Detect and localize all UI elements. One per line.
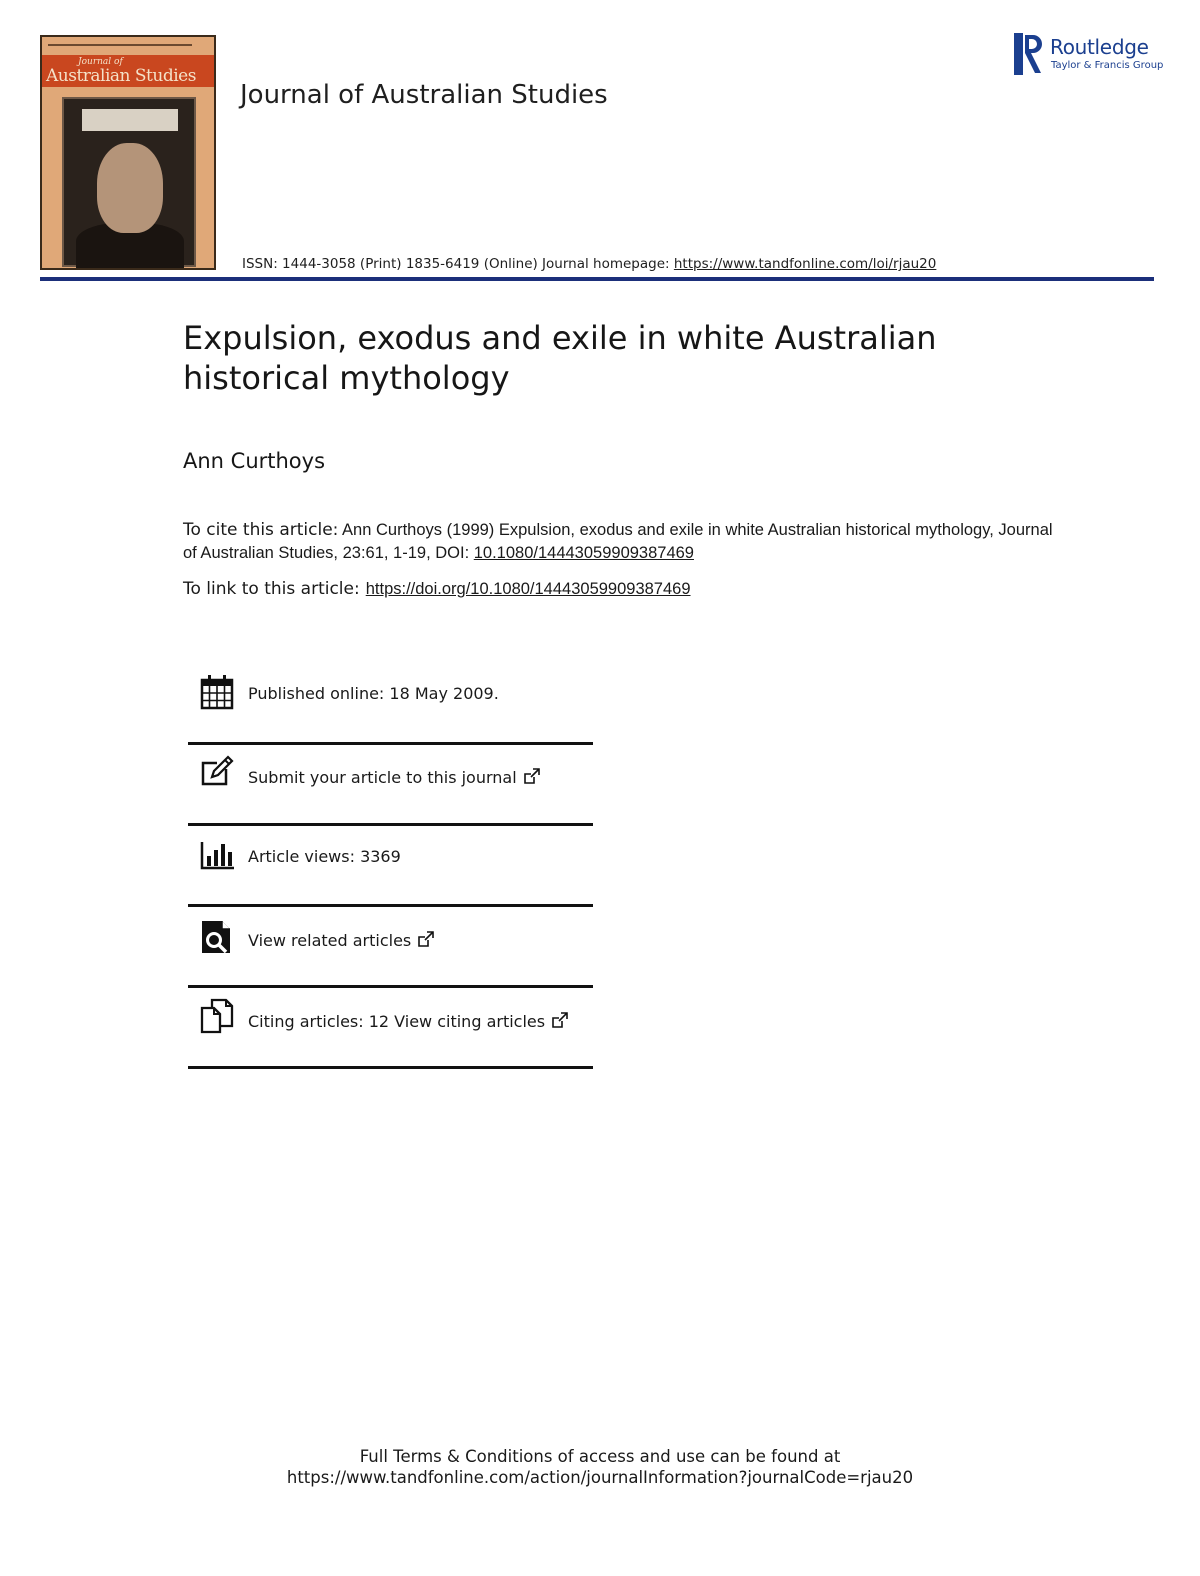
cover-header-lines <box>48 41 208 49</box>
publisher-group: Taylor & Francis Group <box>1051 60 1164 71</box>
info-item-views <box>188 826 593 907</box>
external-link-icon <box>417 931 434 948</box>
info-item-citing[interactable] <box>188 988 593 1069</box>
publisher-logo[interactable] <box>1014 33 1164 77</box>
info-item-published <box>188 665 593 745</box>
citing-articles-link[interactable] <box>248 1012 568 1031</box>
submit-article-link[interactable] <box>248 768 540 787</box>
info-item-submit[interactable] <box>188 745 593 826</box>
cover-title-band <box>42 55 214 87</box>
article-info-list <box>188 665 593 1069</box>
calendar-icon <box>200 674 234 710</box>
published-date: Published online: 18 May 2009. <box>248 684 499 703</box>
cover-photo-face <box>97 143 163 233</box>
article-views: Article views: 3369 <box>248 847 401 866</box>
copy-documents-icon <box>200 998 234 1034</box>
article-link-line <box>183 579 691 599</box>
journal-homepage-link[interactable]: https://www.tandfonline.com/loi/rjau20 <box>673 256 937 272</box>
cite-label: To cite this article: <box>183 520 339 540</box>
cover-photo <box>62 97 196 267</box>
terms-url[interactable]: https://www.tandfonline.com/action/journalInformation?journalCode=rjau20 <box>286 1468 914 1487</box>
bar-chart-icon <box>200 838 234 874</box>
document-search-icon <box>200 919 234 955</box>
journal-cover-image <box>40 35 216 270</box>
issn-line <box>242 256 936 272</box>
cite-text: Ann Curthoys (1999) Expulsion, exodus and exile in white Australian historical mythology, Journal of Australian Studies, 23:61, 1-19, DOI: <box>183 521 1053 562</box>
journal-title: Journal of Australian Studies <box>240 80 608 110</box>
external-link-icon <box>523 768 540 785</box>
issn-text: ISSN: 1444-3058 (Print) 1835-6419 (Online) Journal homepage: <box>242 256 674 272</box>
doi-link[interactable]: 10.1080/14443059909387469 <box>473 544 694 562</box>
citing-articles-label: Citing articles: 12 View citing articles <box>248 1012 546 1031</box>
submit-article-label: Submit your article to this journal <box>248 768 517 787</box>
link-label: To link to this article: <box>183 579 360 599</box>
article-title: Expulsion, exodus and exile in white Australian historical mythology <box>183 319 937 397</box>
article-author: Ann Curthoys <box>183 449 326 473</box>
terms-footer <box>0 1446 1200 1488</box>
related-articles-link[interactable] <box>248 931 434 950</box>
info-item-related[interactable] <box>188 907 593 988</box>
terms-line: Full Terms & Conditions of access and use can be found at <box>359 1447 841 1466</box>
related-articles-label: View related articles <box>248 931 412 950</box>
header-divider <box>40 277 1154 281</box>
external-link-icon <box>551 1012 568 1029</box>
edit-icon <box>200 755 234 791</box>
routledge-logo-icon <box>1014 33 1044 75</box>
article-doi-url-link[interactable]: https://doi.org/10.1080/14443059909387469 <box>365 580 691 598</box>
citation-block <box>183 519 1063 565</box>
publisher-name: Routledge <box>1050 35 1149 59</box>
cover-photo-sign <box>82 109 178 131</box>
cover-small-title: Journal of <box>78 57 123 67</box>
cover-big-title: Australian Studies <box>46 66 196 86</box>
